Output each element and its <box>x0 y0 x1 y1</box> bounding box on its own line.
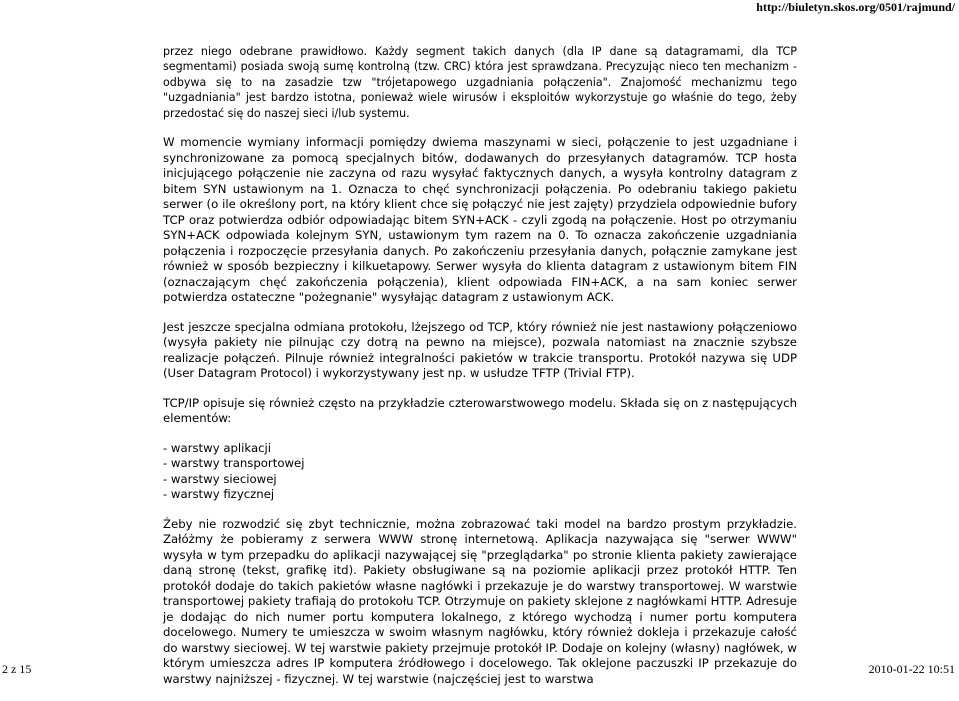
paragraph-tcp-reliability: przez niego odebrane prawidłowo. Każdy segment takich danych (dla IP dane są datagramami, dla TCP segmentami) posiada swoją sumę kontrolną (tzw. CRC) która jest sprawdzana. Precyzując nieco ten mechanizm - odbywa się to na zasadzie tzw "trójetapowego uzgadniania połączenia". Znajomość mechanizmu tego "uzgadniania" jest bardzo istotna, ponieważ wiele wirusów i eksploitów wykorzystuje go właśnie do tego, żeby przedostać się do naszej sieci i/lub systemu. <box>163 45 797 120</box>
print-datetime: 2010-01-22 10:51 <box>868 662 955 676</box>
paragraph-example: Żeby nie rozwodzić się zbyt technicznie, można zobrazować taki model na bardzo prostym przykładzie. Załóżmy że pobieramy z serwera WWW stronę internetową. Aplikacja nazywająca się "serwer WWW" wysyła w tym przepadku do aplikacji nazywającej się "przeglądarka" po stronie klienta pakiety zawierające daną stronę (tekst, grafikę itd). Pakiety obsługiwane są na poziomie aplikacji przez protokół HTTP. Ten protokół dodaje do takich pakietów własne nagłówki i przekazuje je do warstwy transportowej. W warstwie transportowej pakiety trafiają do protokołu TCP. Otrzymuje on pakiety sklejone z nagłówkami HTTP. Adresuje je dodając do nich numer portu komputera lokalnego, z którego wychodzą i numer portu komputera docelowego. Numery te umieszcza w swoim własnym nagłówku, który również dokleja i przekazuje całość do warstwy sieciowej. W tej warstwie pakiety przejmuje protokół IP. Dodaje on kolejny (własny) nagłówek, w którym umieszcza adres IP komputera źródłowego i docelowego. Tak oklejone paczuszki IP przekazuje do warstwy najniższej - fizycznej. W tej warstwie (najczęściej jest to warstwa <box>163 516 797 686</box>
page-number: 2 z 15 <box>2 662 32 676</box>
paragraph-model-intro: TCP/IP opisuje się również często na przykładzie czterowarstwowego modelu. Składa się on z następujących elementów: <box>163 395 797 426</box>
list-item: - warstwy fizycznej <box>163 487 275 502</box>
document-body <box>163 44 797 701</box>
list-item: - warstwy aplikacji <box>163 440 272 455</box>
list-item: - warstwy transportowej <box>163 456 305 471</box>
layer-list <box>163 441 797 503</box>
list-item: - warstwy sieciowej <box>163 471 277 486</box>
paragraph-udp: Jest jeszcze specjalna odmiana protokołu, lżejszego od TCP, który również nie jest nastawiony połączeniowo (wysyła pakiety nie pilnując czy dotrą na pewno na miejsce), pozwala natomiast na znacznie szybsze realizacje połączeń. Pilnuje również integralności pakietów w trakcie transportu. Protokół nazywa się UDP (User Datagram Protocol) i wykorzystywany jest np. w usłudze TFTP (Trivial FTP). <box>163 319 797 381</box>
paragraph-handshake: W momencie wymiany informacji pomiędzy dwiema maszynami w sieci, połączenie to jest uzgadniane i synchronizowane za pomocą specjalnych bitów, dodawanych do przesyłanych datagramów. TCP hosta inicjującego połączenie nie zaczyna od razu wysyłać faktycznych danych, a wysyła kontrolny datagram z bitem SYN ustawionym na 1. Oznacza to chęć synchronizacji połączenia. Po odebraniu takiego pakietu serwer (o ile określony port, na który klient chce się połączyć nie jest zajęty) przydziela odpowiednie bufory TCP oraz potwierdza odbiór odpowiadając bitem SYN+ACK - czyli zgodą na połączenie. Host po otrzymaniu SYN+ACK odpowiada kolejnym SYN, ustawionym tym razem na 0. To oznacza zakończenie uzgadniania połączenia i rozpoczęcie przesyłania danych. Po zakończeniu przesyłania danych, połącznie zamykane jest również w sposób bezpieczny i kilkuetapowy. Serwer wysyła do klienta datagram z ustawionym bitem FIN (oznaczającym chęć zakończenia połączenia), klient odpowiada FIN+ACK, a na sam koniec serwer potwierdza ostateczne "pożegnanie" wysyłając datagram z ustawionym ACK. <box>163 135 797 305</box>
page-url: http://biuletyn.skos.org/0501/rajmund/ <box>756 0 955 14</box>
